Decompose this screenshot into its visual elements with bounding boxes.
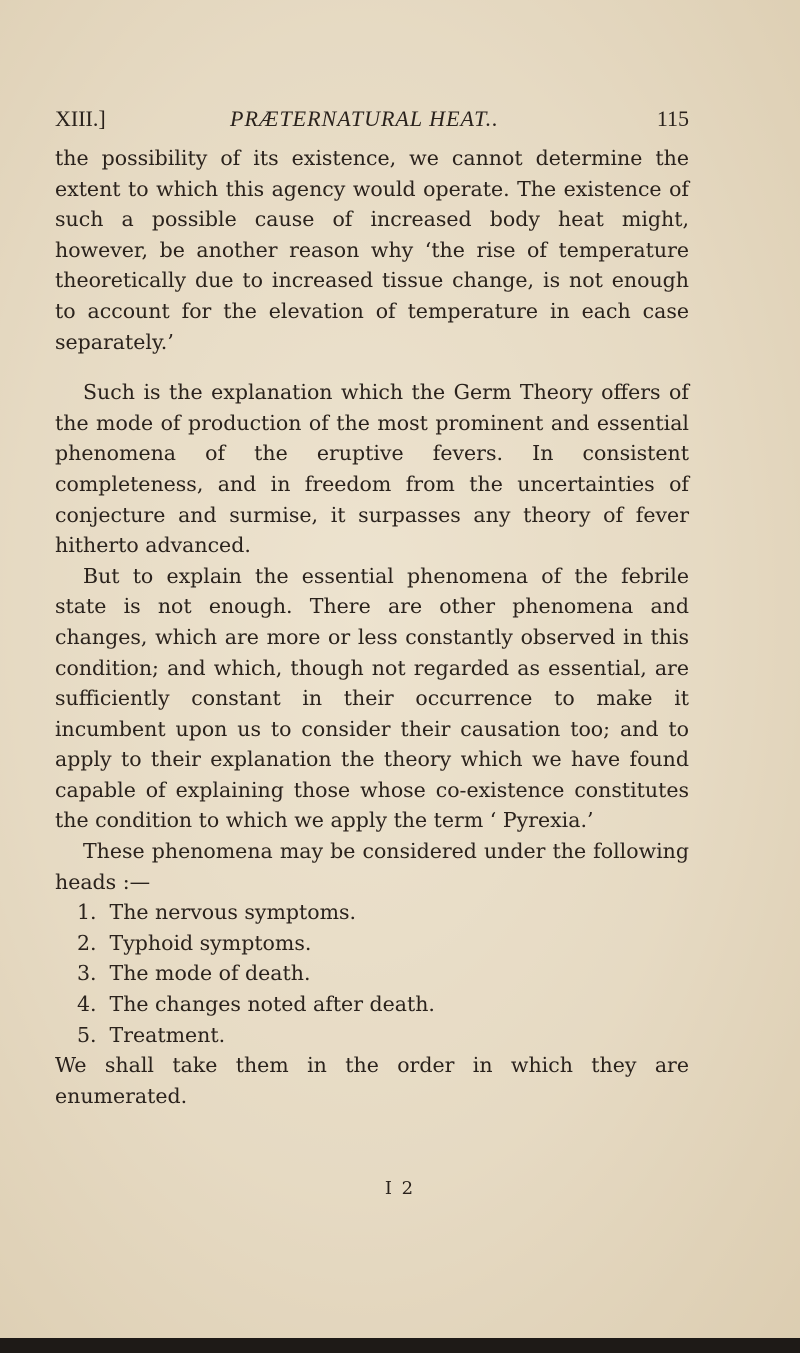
list-item-number: 2.	[77, 930, 97, 955]
paragraph: the possibility of its existence, we cannot determine the extent to which this agency would operate. The existence of such a possible cause of increased body heat might, however, be another reason why ‘the rise of temperature theoretically due to increased tissue change, is not enough to account for the elevation of temperature in each case separately.’	[55, 146, 689, 354]
list-item	[77, 897, 689, 928]
page-bottom-edge	[0, 1338, 800, 1353]
body-text	[55, 143, 689, 1111]
list-item	[77, 989, 689, 1020]
list-item	[77, 1020, 689, 1051]
heads-list	[55, 897, 689, 1050]
list-item	[77, 928, 689, 959]
list-item-text: The nervous symptoms.	[109, 900, 357, 925]
closing-sentence: We shall take them in the order in which they are enumerated.	[55, 1053, 689, 1108]
list-item-number: 5.	[77, 1022, 97, 1047]
paragraph: But to explain the essential phenomena of the febrile state is not enough. There are other phenomena and changes, which are more or less constantly observed in this condition; and which, though not regarded as essential, are sufficiently constant in their occurrence to make it incumbent upon us to consider their causation too; and to apply to their explanation the theory which we have found capable of explaining those whose co-existence constitutes the condition to which we apply the term ‘ Pyrexia.’	[55, 563, 689, 833]
list-item-text: Typhoid symptoms.	[109, 930, 312, 955]
running-title: PRÆTERNATURAL HEAT..	[230, 106, 499, 131]
list-item-number: 1.	[77, 900, 97, 925]
page-number: 115	[656, 106, 689, 131]
list-item-number: 3.	[77, 961, 97, 986]
list-item	[77, 958, 689, 989]
list-item-text: The changes noted after death.	[109, 992, 435, 1017]
list-item-text: Treatment.	[109, 1022, 226, 1047]
signature-mark: I 2	[384, 1178, 416, 1199]
list-item-text: The mode of death.	[109, 961, 311, 986]
paragraph: Such is the explanation which the Germ Theory offers of the mode of production of the most prominent and essential phenomena of the eruptive fevers. In consistent completeness, and in freedom from the uncertainties of conjecture and surmise, it surpasses any theory of fever hitherto advanced.	[55, 380, 689, 558]
paragraph: These phenomena may be considered under the following heads :—	[55, 839, 689, 894]
chapter-number: XIII.]	[55, 106, 106, 131]
running-head	[55, 104, 689, 134]
list-item-number: 4.	[77, 992, 97, 1017]
